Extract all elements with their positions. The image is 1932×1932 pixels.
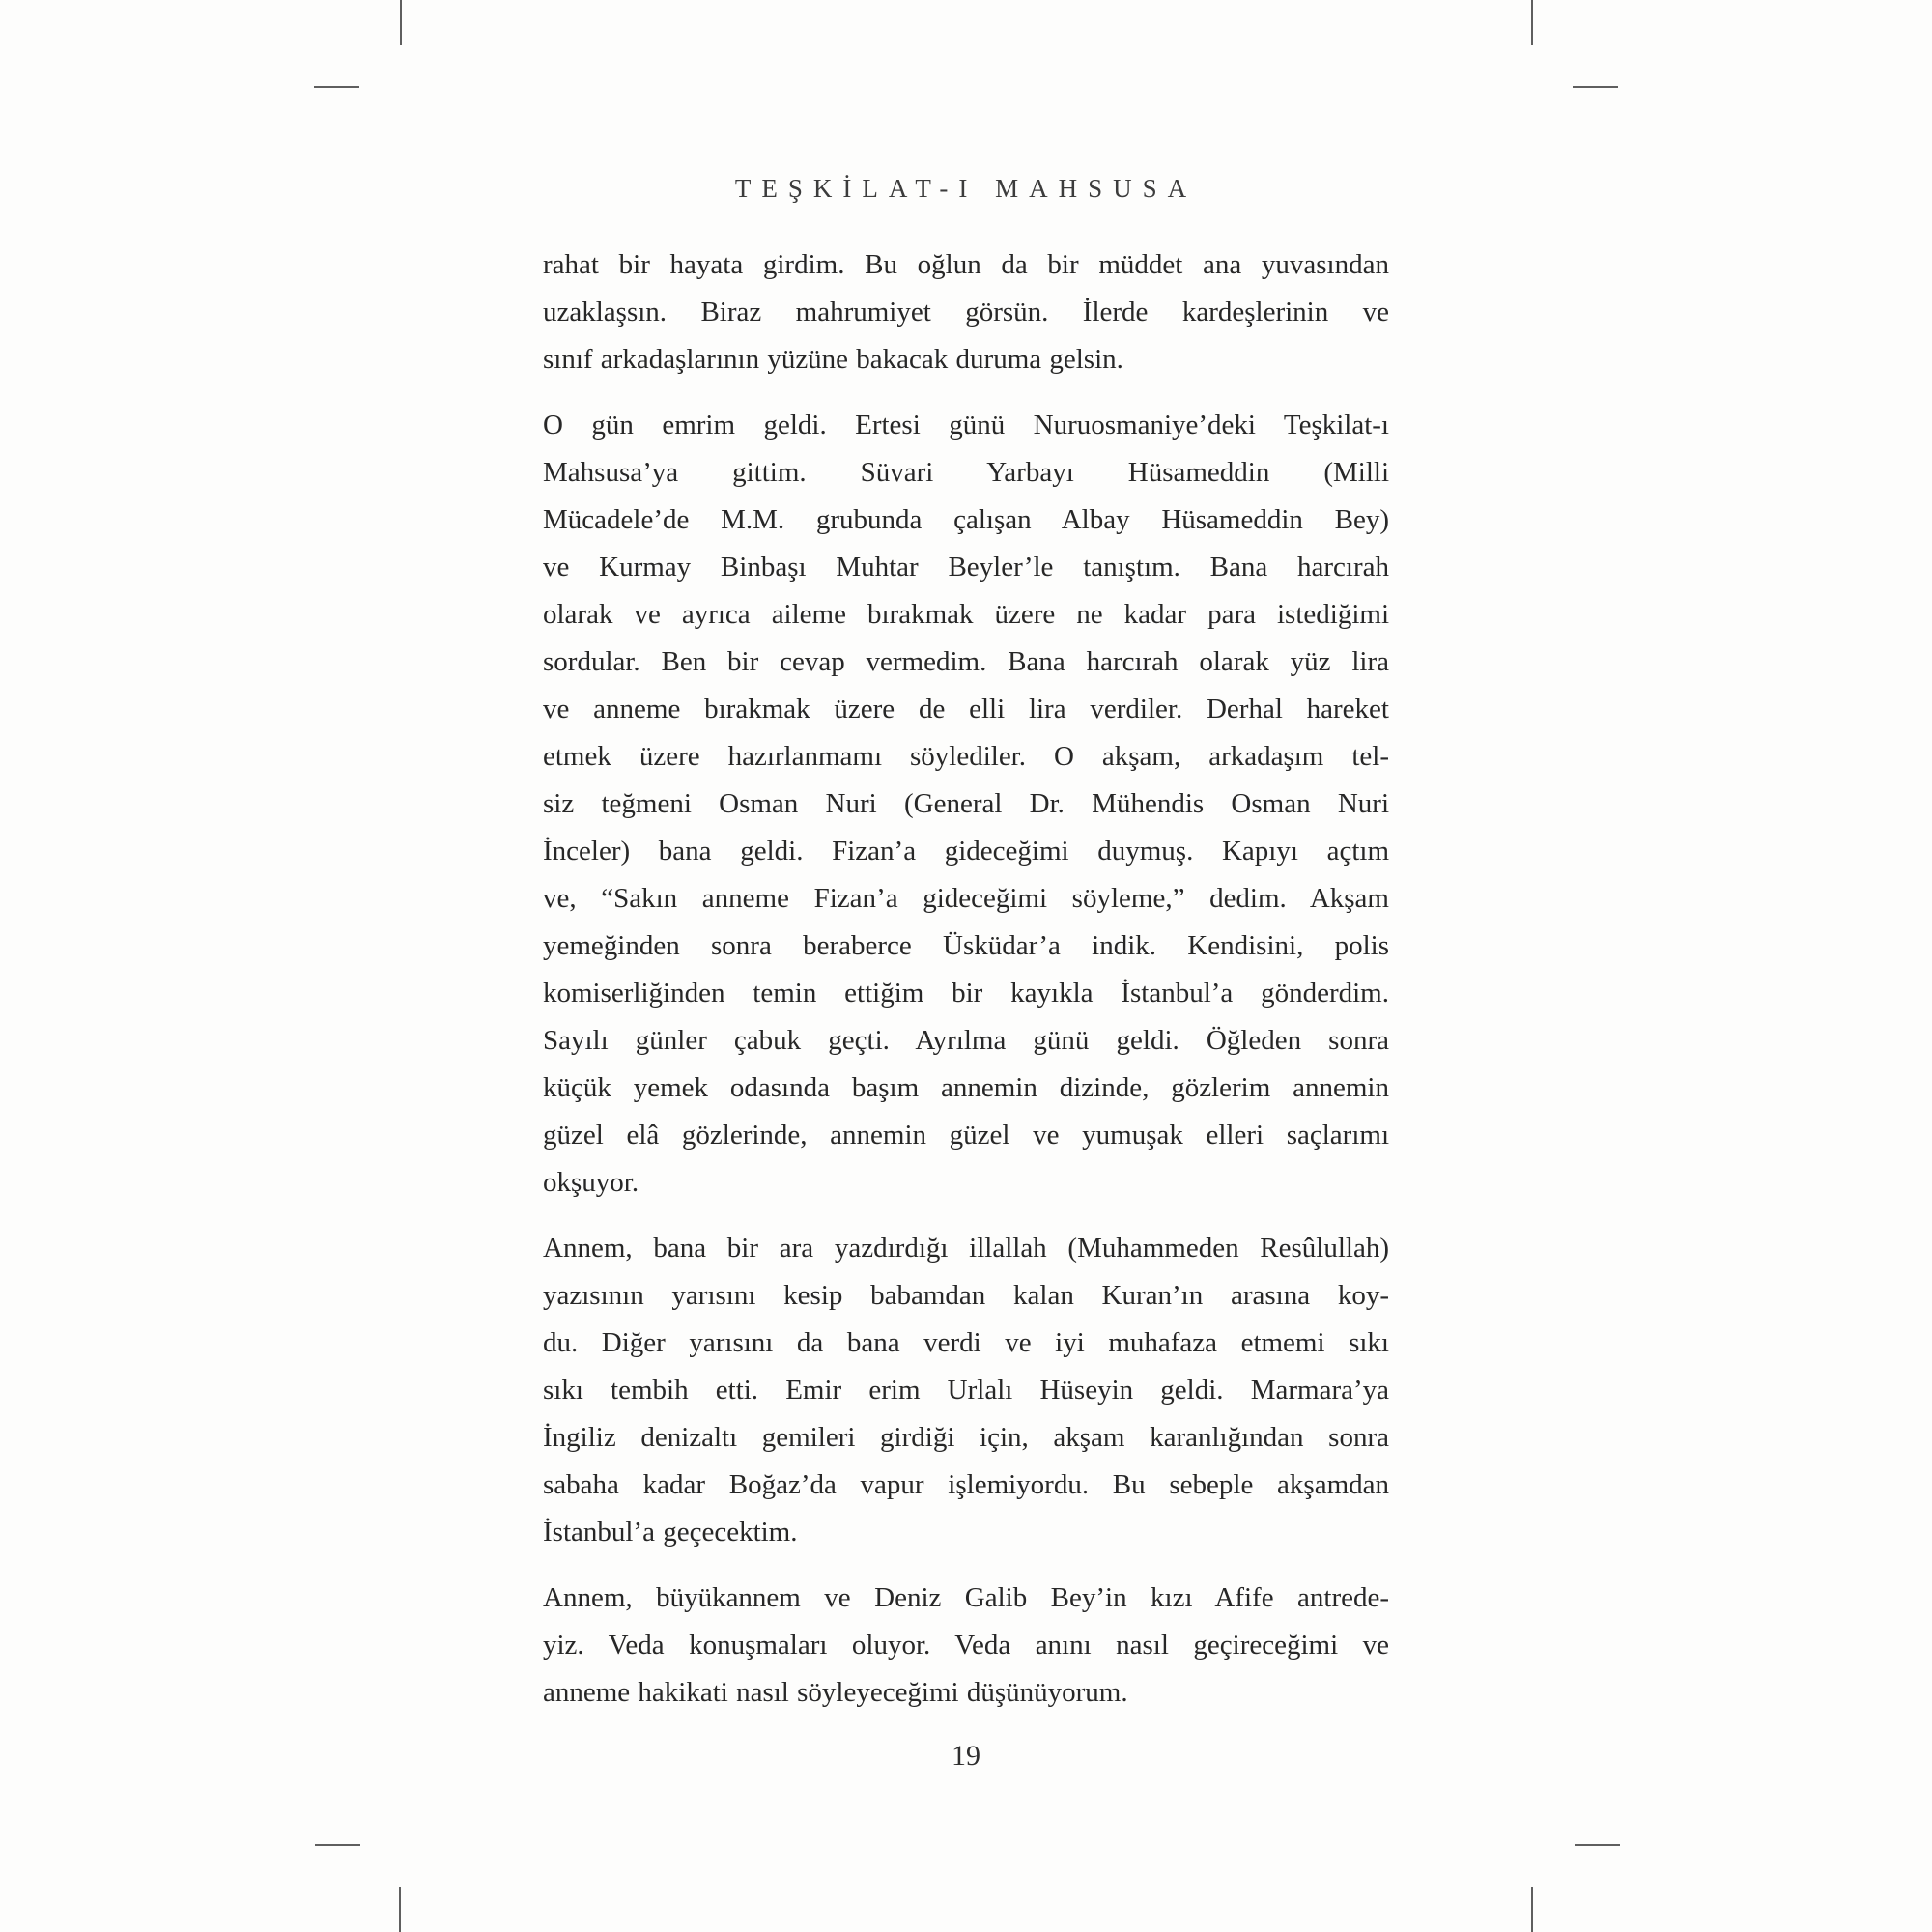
text-line: uzaklaşsın. Biraz mahrumiyet görsün. İlerde kardeşlerinin ve: [543, 297, 1389, 327]
trim-mark-bottom-right-vertical: [1531, 1887, 1533, 1932]
text-line: İngiliz denizaltı gemileri girdiği için, akşam karanlığından sonra: [543, 1422, 1389, 1453]
paragraph: [543, 1575, 1389, 1717]
text-line: du. Diğer yarısını da bana verdi ve iyi muhafaza etmemi sıkı: [543, 1327, 1389, 1358]
trim-mark-top-left-vertical: [400, 0, 402, 45]
text-line: komiserliğinden temin ettiğim bir kayıkla İstanbul’a gönderdim.: [543, 978, 1389, 1009]
body-text-block: [543, 242, 1389, 1717]
text-line: yazısının yarısını kesip babamdan kalan Kuran’ın arasına koy-: [543, 1280, 1389, 1311]
paragraph: [543, 242, 1389, 384]
trim-mark-top-right-vertical: [1531, 0, 1533, 45]
text-line: sınıf arkadaşlarının yüzüne bakacak duruma gelsin.: [543, 344, 1123, 375]
text-line: okşuyor.: [543, 1167, 639, 1198]
text-line: anneme hakikati nasıl söyleyeceğimi düşünüyorum.: [543, 1677, 1128, 1708]
text-line: siz teğmeni Osman Nuri (General Dr. Mühendis Osman Nuri: [543, 788, 1389, 819]
text-line: sabaha kadar Boğaz’da vapur işlemiyordu. Bu sebeple akşamdan: [543, 1469, 1389, 1500]
text-line: İnceler) bana geldi. Fizan’a gideceğimi duymuş. Kapıyı açtım: [543, 836, 1389, 867]
text-line: ve Kurmay Binbaşı Muhtar Beyler’le tanıştım. Bana harcırah: [543, 552, 1389, 582]
text-line: etmek üzere hazırlanmamı söylediler. O akşam, arkadaşım tel-: [543, 741, 1389, 772]
trim-mark-bottom-right-horizontal: [1575, 1844, 1620, 1846]
text-line: O gün emrim geldi. Ertesi günü Nuruosmaniye’deki Teşkilat-ı: [543, 410, 1389, 440]
text-line: sordular. Ben bir cevap vermedim. Bana harcırah olarak yüz lira: [543, 646, 1389, 677]
text-line: İstanbul’a geçecektim.: [543, 1517, 798, 1548]
text-line: Sayılı günler çabuk geçti. Ayrılma günü geldi. Öğleden sonra: [543, 1025, 1389, 1056]
text-line: yemeğinden sonra beraberce Üsküdar’a indik. Kendisini, polis: [543, 930, 1389, 961]
paragraph: [543, 1225, 1389, 1556]
text-line: sıkı tembih etti. Emir erim Urlalı Hüseyin geldi. Marmara’ya: [543, 1375, 1389, 1406]
text-line: Annem, büyükannem ve Deniz Galib Bey’in kızı Afife antrede-: [543, 1582, 1389, 1613]
running-header: TEŞKİLAT-I MAHSUSA: [734, 174, 1198, 203]
trim-mark-top-right-horizontal: [1573, 86, 1618, 88]
page-number: 19: [952, 1740, 980, 1772]
text-line: güzel elâ gözlerinde, annemin güzel ve yumuşak elleri saçlarımı: [543, 1120, 1389, 1151]
text-line: Mücadele’de M.M. grubunda çalışan Albay Hüsameddin Bey): [543, 504, 1389, 535]
text-line: Annem, bana bir ara yazdırdığı illallah (Muhammeden Resûlullah): [543, 1233, 1389, 1264]
paragraph: [543, 402, 1389, 1207]
trim-mark-top-left-horizontal: [314, 86, 359, 88]
text-line: ve anneme bırakmak üzere de elli lira verdiler. Derhal hareket: [543, 694, 1389, 724]
trim-mark-bottom-left-horizontal: [315, 1844, 360, 1846]
text-line: küçük yemek odasında başım annemin dizinde, gözlerim annemin: [543, 1072, 1389, 1103]
text-line: ve, “Sakın anneme Fizan’a gideceğimi söyleme,” dedim. Akşam: [543, 883, 1389, 914]
text-line: Mahsusa’ya gittim. Süvari Yarbayı Hüsameddin (Milli: [543, 457, 1389, 488]
text-line: rahat bir hayata girdim. Bu oğlun da bir müddet ana yuvasından: [543, 249, 1389, 280]
text-line: yiz. Veda konuşmaları oluyor. Veda anını nasıl geçireceğimi ve: [543, 1630, 1389, 1661]
text-line: olarak ve ayrıca aileme bırakmak üzere ne kadar para istediğimi: [543, 599, 1389, 630]
trim-mark-bottom-left-vertical: [399, 1887, 401, 1932]
